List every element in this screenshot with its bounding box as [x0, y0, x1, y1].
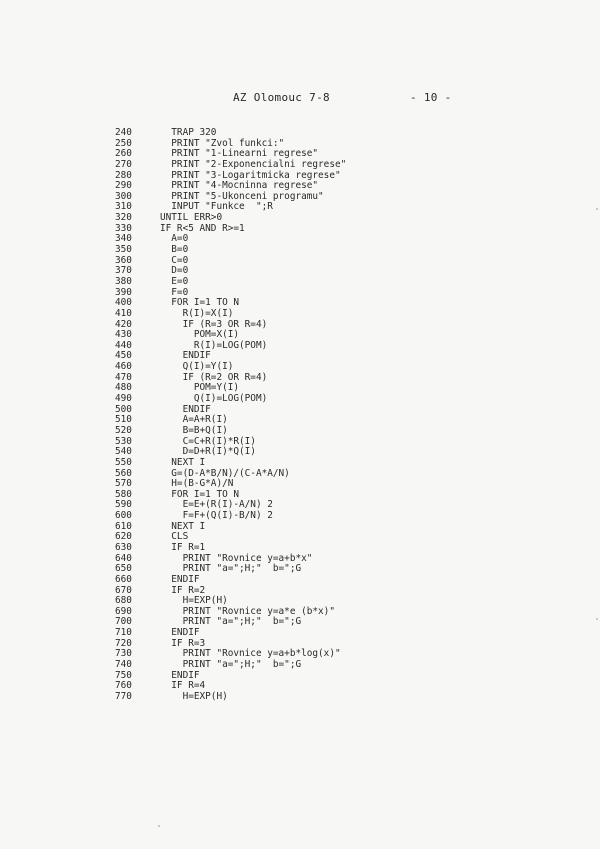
- line-number: 390: [115, 286, 132, 298]
- line-code: PRINT "Rovnice y=a*e (b*x)": [160, 605, 335, 617]
- line-code: IF R=1: [160, 541, 206, 553]
- line-code: POM=Y(I): [160, 382, 240, 394]
- line-code: H=EXP(H): [160, 595, 228, 607]
- code-listing: [115, 128, 535, 703]
- page-header: [0, 91, 600, 107]
- line-code: PRINT "Rovnice y=a+b*x": [160, 552, 313, 564]
- line-code: F=0: [160, 286, 189, 298]
- line-code: D=0: [160, 265, 189, 277]
- line-number: 380: [115, 275, 132, 287]
- line-number: 420: [115, 318, 132, 330]
- line-number: 490: [115, 393, 132, 405]
- line-number: 550: [115, 456, 132, 468]
- line-number: 510: [115, 414, 132, 426]
- line-number: 500: [115, 403, 132, 415]
- line-number: 410: [115, 307, 132, 319]
- line-code: PRINT "5-Ukonceni programu": [160, 190, 324, 202]
- code-line: [115, 458, 535, 469]
- code-line: [115, 692, 535, 703]
- line-code: PRINT "2-Exponencialni regrese": [160, 158, 347, 170]
- code-line: [115, 160, 535, 171]
- line-number: 770: [115, 690, 132, 702]
- header-title: AZ Olomouc 7-8: [233, 91, 330, 104]
- line-number: 400: [115, 297, 132, 309]
- line-number: 330: [115, 222, 132, 234]
- line-number: 760: [115, 680, 132, 692]
- line-code: PRINT "Zvol funkci:": [160, 137, 285, 149]
- line-number: 730: [115, 648, 132, 660]
- line-code: H=(B-G*A)/N: [160, 478, 234, 490]
- line-code: R(I)=LOG(POM): [160, 339, 268, 351]
- line-code: TRAP 320: [160, 127, 217, 138]
- line-code: NEXT I: [160, 520, 206, 532]
- line-number: 740: [115, 659, 132, 671]
- line-number: 750: [115, 669, 132, 681]
- line-number: 680: [115, 595, 132, 607]
- line-code: ENDIF: [160, 350, 211, 362]
- line-number: 340: [115, 233, 132, 245]
- line-number: 630: [115, 541, 132, 553]
- line-number: 560: [115, 467, 132, 479]
- line-code: Q(I)=LOG(POM): [160, 393, 268, 405]
- line-number: 720: [115, 637, 132, 649]
- line-number: 260: [115, 148, 132, 160]
- line-number: 250: [115, 137, 132, 149]
- paper-speck: [158, 825, 160, 827]
- line-number: 450: [115, 350, 132, 362]
- line-number: 290: [115, 180, 132, 192]
- line-number: 360: [115, 254, 132, 266]
- line-code: ENDIF: [160, 573, 200, 585]
- line-code: PRINT "4-Mocninna regrese": [160, 180, 319, 192]
- line-code: PRINT "1-Linearni regrese": [160, 148, 319, 160]
- line-number: 440: [115, 339, 132, 351]
- line-code: A=0: [160, 233, 189, 245]
- line-code: UNTIL ERR>0: [160, 212, 223, 224]
- line-number: 540: [115, 446, 132, 458]
- line-code: R(I)=X(I): [160, 307, 234, 319]
- line-code: Q(I)=Y(I): [160, 361, 234, 373]
- line-number: 650: [115, 563, 132, 575]
- line-number: 690: [115, 605, 132, 617]
- line-code: F=F+(Q(I)-B/N) 2: [160, 510, 273, 522]
- line-code: POM=X(I): [160, 329, 240, 341]
- line-code: IF (R=2 OR R=4): [160, 371, 268, 383]
- line-code: E=E+(R(I)-A/N) 2: [160, 499, 273, 511]
- line-code: A=A+R(I): [160, 414, 228, 426]
- line-number: 370: [115, 265, 132, 277]
- line-number: 460: [115, 361, 132, 373]
- line-code: PRINT "Rovnice y=a+b*log(x)": [160, 648, 341, 660]
- line-number: 470: [115, 371, 132, 383]
- line-number: 530: [115, 435, 132, 447]
- line-number: 310: [115, 201, 132, 213]
- line-code: D=D+R(I)*Q(I): [160, 446, 256, 458]
- line-number: 480: [115, 382, 132, 394]
- line-number: 270: [115, 158, 132, 170]
- line-number: 430: [115, 329, 132, 341]
- line-number: 700: [115, 616, 132, 628]
- line-code: C=C+R(I)*R(I): [160, 435, 256, 447]
- line-code: IF R<5 AND R>=1: [160, 222, 245, 234]
- line-code: IF (R=3 OR R=4): [160, 318, 268, 330]
- code-line: [115, 575, 535, 586]
- line-code: PRINT "a=";H;" b=";G: [160, 659, 302, 671]
- line-code: FOR I=1 TO N: [160, 488, 240, 500]
- line-code: ENDIF: [160, 627, 200, 639]
- line-code: IF R=3: [160, 637, 206, 649]
- line-code: IF R=4: [160, 680, 206, 692]
- line-code: FOR I=1 TO N: [160, 297, 240, 309]
- line-number: 280: [115, 169, 132, 181]
- line-number: 300: [115, 190, 132, 202]
- line-code: ENDIF: [160, 403, 211, 415]
- line-code: H=EXP(H): [160, 690, 228, 702]
- line-number: 640: [115, 552, 132, 564]
- code-line: [115, 277, 535, 288]
- line-code: G=(D-A*B/N)/(C-A*A/N): [160, 467, 290, 479]
- line-code: IF R=2: [160, 584, 206, 596]
- line-number: 520: [115, 424, 132, 436]
- line-number: 350: [115, 244, 132, 256]
- line-code: E=0: [160, 275, 189, 287]
- line-number: 710: [115, 627, 132, 639]
- line-code: NEXT I: [160, 456, 206, 468]
- line-code: CLS: [160, 531, 189, 543]
- page-number: - 10 -: [410, 91, 452, 104]
- line-number: 320: [115, 212, 132, 224]
- line-code: PRINT "3-Logaritmicka regrese": [160, 169, 341, 181]
- line-code: INPUT "Funkce ";R: [160, 201, 273, 213]
- line-number: 570: [115, 478, 132, 490]
- line-code: B=0: [160, 244, 189, 256]
- paper-speck: [596, 208, 598, 210]
- line-number: 590: [115, 499, 132, 511]
- line-code: PRINT "a=";H;" b=";G: [160, 616, 302, 628]
- line-code: C=0: [160, 254, 189, 266]
- line-number: 620: [115, 531, 132, 543]
- line-number: 580: [115, 488, 132, 500]
- line-code: PRINT "a=";H;" b=";G: [160, 563, 302, 575]
- code-line: [115, 426, 535, 437]
- paper-speck: [596, 618, 598, 620]
- line-number: 600: [115, 510, 132, 522]
- line-code: ENDIF: [160, 669, 200, 681]
- line-number: 670: [115, 584, 132, 596]
- line-code: B=B+Q(I): [160, 424, 228, 436]
- line-number: 660: [115, 573, 132, 585]
- code-line: [115, 309, 535, 320]
- line-number: 610: [115, 520, 132, 532]
- line-number: 240: [115, 127, 132, 138]
